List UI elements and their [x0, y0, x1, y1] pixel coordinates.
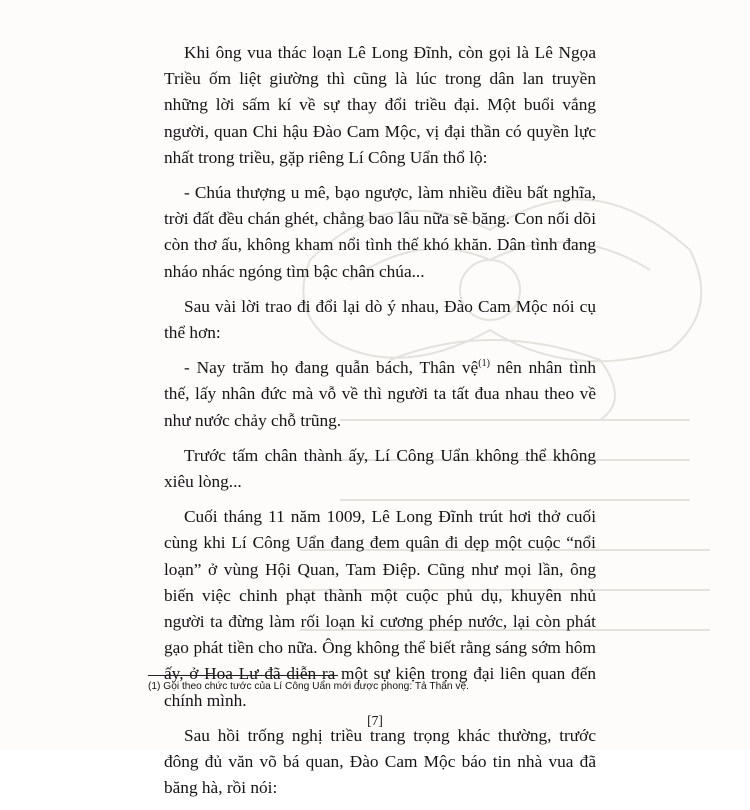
paragraph-dialog: - Chúa thượng u mê, bạo ngược, làm nhiều điều bất nghĩa, trời đất đều chán ghét, chẳng bao lâu nữa sẽ băng. Con nối dõi còn thơ ấu, không kham nổi tình thế khó khăn. Dân tình đang nháo nhác ngóng tìm bậc chân chúa... — [164, 183, 596, 281]
paragraph-text: nên nhân tình thế, lấy nhân đức mà vỗ về thì người ta tất đua nhau theo về như nước chảy chỗ trũng. — [164, 358, 596, 430]
paragraph: Cuối tháng 11 năm 1009, Lê Long Đĩnh trút hơi thở cuối cùng khi Lí Công Uẩn đang đem quân đi dẹp một cuộc “nổi loạn” ở vùng Hội Quan, Tam Điệp. Cũng như mọi lần, ông biến việc chinh phạt thành một cuộc phủ dụ, khuyên nhủ người ta đừng làm rối loạn kỉ cương phép nước, lại còn phát gạo phát tiền cho nữa. Ông không thể biết rằng sáng sớm hôm ấy, ở Hoa Lư đã diễn ra một sự kiện trọng đại liên quan đến chính mình. — [164, 507, 596, 710]
paragraph-dialog — [164, 355, 596, 434]
body-text — [164, 40, 596, 810]
footnote: (1) Gọi theo chức tước của Lí Công Uẩn mới được phong: Tả Thân vệ. — [148, 681, 470, 692]
paragraph: Khi ông vua thác loạn Lê Long Đĩnh, còn gọi là Lê Ngọa Triều ốm liệt giường thì cũng là lúc trong dân lan truyền những lời sấm kí về sự thay đổi triều đại. Một buổi vắng người, quan Chi hậu Đào Cam Mộc, vị đại thần có quyền lực nhất trong triều, gặp riêng Lí Công Uẩn thổ lộ: — [164, 43, 596, 167]
paragraph: Trước tấm chân thành ấy, Lí Công Uẩn không thể không xiêu lòng... — [164, 445, 596, 492]
page-number: [7] — [367, 713, 383, 728]
paragraph-text: - Nay trăm họ đang quẫn bách, Thân vệ — [184, 358, 479, 378]
paragraph: Sau hồi trống nghị triều trang trọng khác thường, trước đông đủ văn võ bá quan, Đào Cam Mộc báo tin nhà vua đã băng hà, rồi nói: — [164, 725, 596, 798]
footnote-marker: (1) — [478, 358, 490, 370]
footnote-divider — [148, 675, 338, 676]
paragraph: Sau vài lời trao đi đổi lại dò ý nhau, Đào Cam Mộc nói cụ thể hơn: — [164, 296, 596, 343]
